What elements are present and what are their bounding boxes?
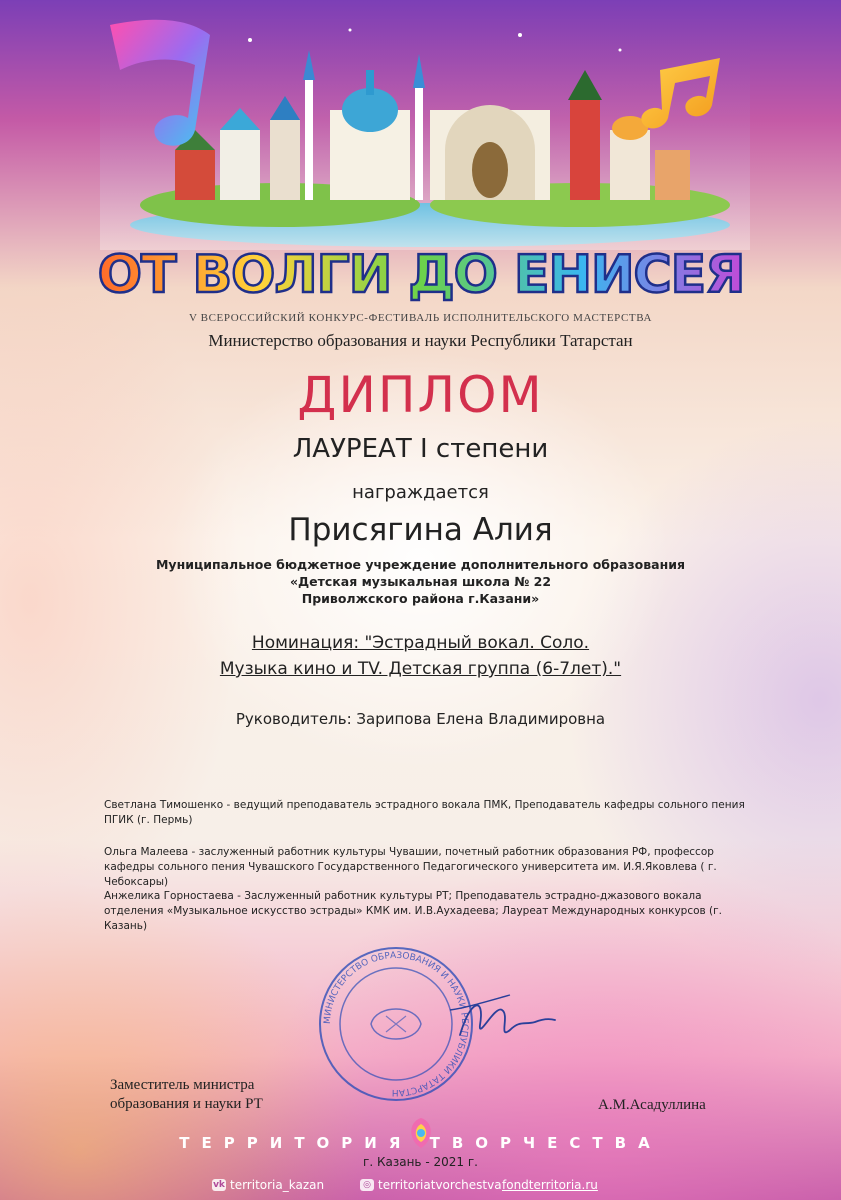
vk-link[interactable] <box>212 1178 324 1192</box>
festival-title-banner <box>97 236 745 308</box>
diploma-title: ДИПЛОМ <box>297 366 544 424</box>
instagram-icon: ◎ <box>360 1179 374 1191</box>
awarded-label: награждается <box>352 482 489 503</box>
jury-member: Светлана Тимошенко - ведущий преподаватель эстрадного вокала ПМК, Преподаватель кафедры сольного пения ПГИК (г. Пермь) <box>104 799 745 826</box>
instagram-link[interactable] <box>360 1178 502 1192</box>
nomination-line: Музыка кино и TV. Детская группа (6-7лет)." <box>219 659 622 679</box>
vk-handle: territoria_kazan <box>230 1178 325 1192</box>
recipient-name: Присягина Алия <box>288 512 553 548</box>
jury-member: Анжелика Горностаева - Заслуженный работник культуры РТ; Преподаватель эстрадно-джазового вокала отделения «Музыкальное искусство эстрады» КМК им. И.В.Аухадеева; Лауреат Международных конкурсов (г. Казань) <box>104 890 723 932</box>
instagram-handle: territoriatvorchestva <box>378 1178 502 1192</box>
handwritten-signature <box>440 980 560 1060</box>
website-url: fondterritoria.ru <box>502 1178 598 1192</box>
social-links <box>0 1178 841 1200</box>
kazan-skyline-illustration <box>100 10 750 250</box>
institution-line: «Детская музыкальная школа № 22 <box>289 574 552 589</box>
institution-line: Приволжского района г.Казани» <box>301 591 540 606</box>
festival-subtitle: V ВСЕРОССИЙСКИЙ КОНКУРС-ФЕСТИВАЛЬ ИСПОЛНИТЕЛЬСКОГО МАСТЕРСТВА <box>188 312 653 324</box>
nomination-block <box>0 630 841 682</box>
institution-block <box>0 556 841 607</box>
organization-name: ТЕРРИТОРИЯ ТВОРЧЕСТВА <box>179 1134 662 1152</box>
website-link[interactable] <box>502 1178 598 1192</box>
leader-line: Руководитель: Зарипова Елена Владимировна <box>235 710 606 728</box>
signatory-position-line: Заместитель министра <box>110 1077 255 1093</box>
signatory-name: А.М.Асадуллина <box>598 1097 706 1113</box>
stamp-text: МИНИСТЕРСТВО ОБРАЗОВАНИЯ И НАУКИ РЕСПУБЛИКИ ТАТАРСТАН <box>322 950 470 1098</box>
nomination-line: Номинация: "Эстрадный вокал. Соло. <box>251 633 590 653</box>
festival-title: ОТ ВОЛГИ ДО ЕНИСЕЯ <box>97 245 745 305</box>
signatory-position <box>110 1076 263 1114</box>
vk-icon: vk <box>213 1180 225 1190</box>
laureate-degree: ЛАУРЕАТ I степени <box>292 434 549 464</box>
city-year: г. Казань - 2021 г. <box>363 1155 478 1169</box>
ministry-name: Министерство образования и науки Республики Татарстан <box>208 331 633 350</box>
jury-member: Ольга Малеева - заслуженный работник культуры Чувашии, почетный работник образования РФ, профессор кафедры сольного пения Чувашского Государственного Педагогического университета им. И.Я.Яковлева ( г. Чебоксары) <box>104 846 717 888</box>
institution-line: Муниципальное бюджетное учреждение дополнительного образования <box>155 557 686 572</box>
signatory-position-line: образования и науки РТ <box>110 1096 263 1112</box>
